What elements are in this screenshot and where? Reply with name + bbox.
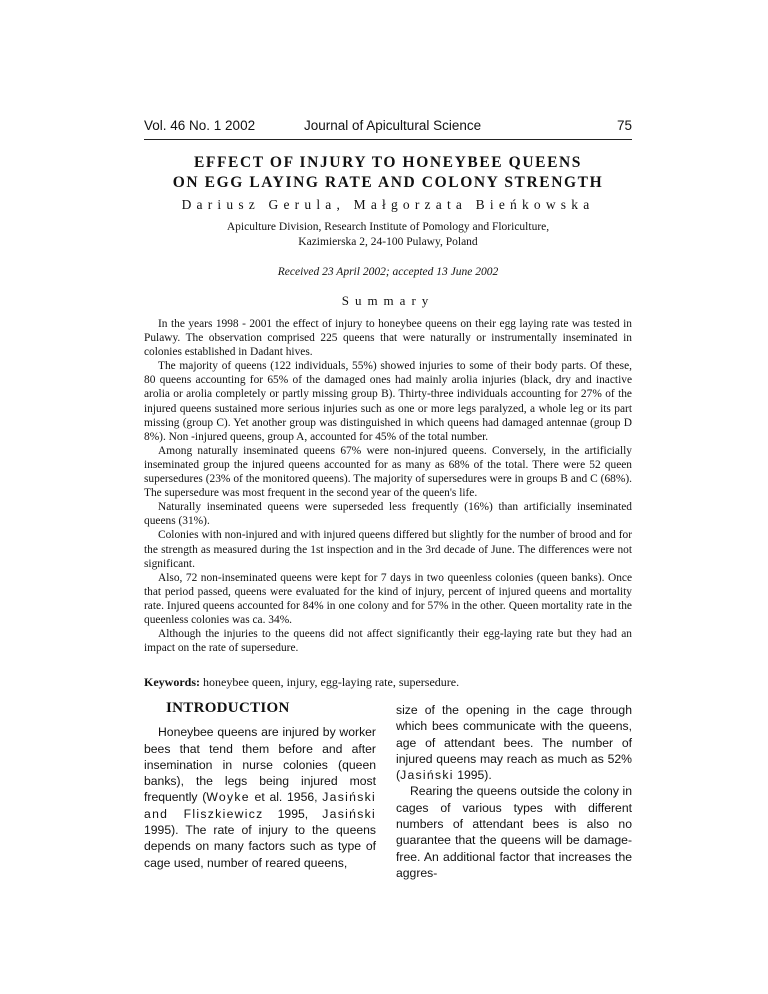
right-column xyxy=(396,702,632,881)
affiliation-line-2: Kazimierska 2, 24-100 Pulawy, Poland xyxy=(298,236,478,248)
affiliation xyxy=(120,220,656,250)
article-title xyxy=(120,153,656,193)
intro-text: Honeybee queens are injured by worker bees that tend them before and after insemination in nurse colonies (queen banks), the legs being injured most frequently ( xyxy=(144,725,376,805)
header-rule xyxy=(144,139,632,140)
summary-paragraph: In the years 1998 - 2001 the effect of injury to honeybee queens on their egg laying rate was tested in Pulawy. The observation comprised 225 queens that were naturally or instrumentally inseminated in colonies established in Dadant hives. xyxy=(144,318,632,359)
citation: Jasiński xyxy=(322,806,376,821)
intro-text: 1995). The rate of injury to the queens depends on many factors such as type of cage used, number of reared queens, xyxy=(144,823,376,870)
keywords xyxy=(144,675,632,690)
introduction-heading: INTRODUCTION xyxy=(166,700,290,716)
keywords-label: Keywords: xyxy=(144,675,200,689)
summary-paragraph: The majority of queens (122 individuals, 55%) showed injuries to some of their body parts. Of these, 80 queens accounting for 65% of the damaged ones had mainly arolia injuries (black, dry and inactive arolia or arolia completely or partly missing group B). Thirty-three individuals accounting for 27% of the injured queens sustained more serious injuries such as one or more legs paralyzed, a whole leg or its part missing (group C). Yet another group was distinguished in which queens had damaged antennae (group D 8%). Non -injured queens, group A, accounted for 45% of the total number. xyxy=(144,360,632,443)
intro-text: 1995). xyxy=(453,768,492,783)
intro-text: et al. 1956, xyxy=(249,790,323,805)
intro-text: 1995, xyxy=(263,806,323,821)
summary-paragraph: Also, 72 non-inseminated queens were kept for 7 days in two queenless colonies (queen banks). Once that period passed, queens were evaluated for the kind of injury, percent of injured queens and mortality rate. Injured queens accounted for 84% in one colony and for 57% in the other. Queen mortality rate in the queenless colonies was ca. 34%. xyxy=(144,571,632,626)
citation: Jasiński and Fliszkiewicz xyxy=(144,790,376,821)
intro-paragraph-1 xyxy=(144,724,376,871)
running-head xyxy=(144,118,632,140)
affiliation-line-1: Apiculture Division, Research Institute of Pomology and Floriculture, xyxy=(226,221,550,233)
journal-name: Journal of Apicultural Science xyxy=(304,118,482,133)
received-dates: Received 23 April 2002; accepted 13 June 2002 xyxy=(277,266,499,278)
intro-text: size of the opening in the cage through which bees communicate with the queens, age of attendant bees. The number of injured queens may reach as much as 52% ( xyxy=(396,703,632,783)
summary-paragraph: Among naturally inseminated queens 67% were non-injured queens. Conversely, in the artificially inseminated group the injured queens accounted for as many as 68% of the total. There were 52 queen supersedures (23% of the monitored queens). The majority of supersedures were in groups B and C (68%). The supersedure was most frequent in the second year of the queen's life. xyxy=(144,444,632,500)
title-line-2: ON EGG LAYING RATE AND COLONY STRENGTH xyxy=(172,174,604,191)
left-column xyxy=(144,700,376,871)
summary-body xyxy=(144,317,632,655)
volume-issue: Vol. 46 No. 1 2002 xyxy=(144,118,256,133)
citation: Woyke xyxy=(206,790,250,805)
intro-paragraph-2: Rearing the queens outside the colony in cages of various types with different numbers of attendant bees is also no guarantee that the queens will be damage-free. An additional factor that increases the aggres- xyxy=(396,784,632,880)
keywords-text: honeybee queen, injury, egg-laying rate, supersedure. xyxy=(200,675,460,689)
summary-paragraph: Colonies with non-injured and with injured queens differed but slightly for the number of brood and for the strength as measured during the 1st inspection and in the 3rd decade of June. The differences were not significant. xyxy=(144,529,632,570)
summary-paragraph: Although the injuries to the queens did not affect significantly their egg-laying rate but they had an impact on the rate of supersedure. xyxy=(144,628,632,655)
page-number: 75 xyxy=(616,118,632,133)
title-line-1: EFFECT OF INJURY TO HONEYBEE QUEENS xyxy=(193,154,583,171)
citation: Jasiński xyxy=(400,768,454,783)
summary-heading: Summary xyxy=(341,293,435,308)
intro-paragraph-continued xyxy=(396,702,632,783)
authors: Dariusz Gerula, Małgorzata Bieńkowska xyxy=(181,197,595,212)
summary-paragraph: Naturally inseminated queens were superseded less frequently (16%) than artificially inseminated queens (31%). xyxy=(144,501,632,528)
